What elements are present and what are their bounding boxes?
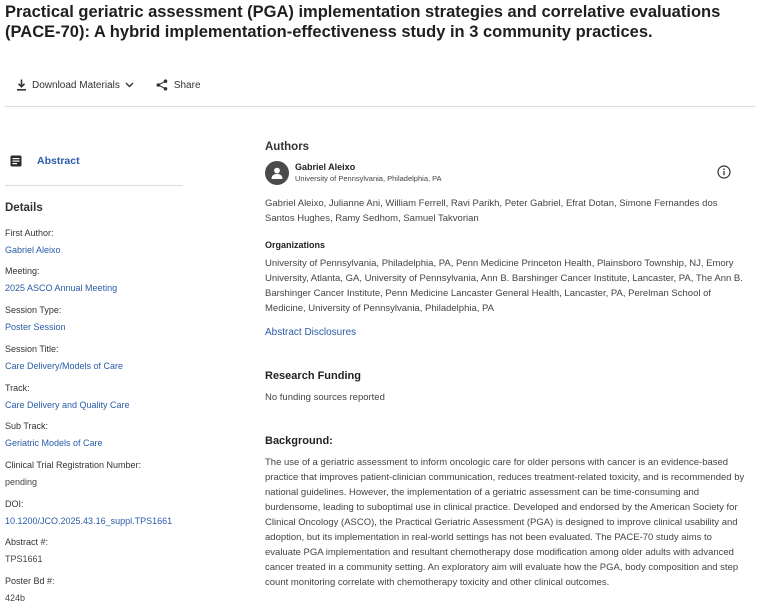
track-link[interactable]: Care Delivery and Quality Care	[5, 400, 130, 410]
page-title: Practical geriatric assessment (PGA) implementation strategies and correlative evaluations (PACE-70): A hybrid implementation-effectiveness study in 3 community practices.	[5, 3, 721, 41]
detail-sub-track	[5, 420, 103, 449]
toolbar	[5, 76, 201, 94]
download-materials-button[interactable]	[16, 79, 134, 91]
detail-track	[5, 382, 130, 411]
detail-meeting	[5, 265, 117, 294]
detail-trial-registration	[5, 459, 141, 488]
trial-registration-value: pending	[5, 477, 38, 487]
info-icon[interactable]	[717, 165, 731, 179]
detail-label: Poster Bd #:	[5, 576, 55, 586]
document-icon	[10, 155, 22, 167]
detail-label: DOI:	[5, 499, 24, 509]
background-heading: Background:	[265, 435, 333, 447]
presenter-card	[265, 160, 745, 188]
share-label: Share	[173, 79, 201, 91]
sidebar-item-label: Abstract	[37, 155, 80, 167]
details-heading: Details	[5, 202, 43, 214]
user-icon	[270, 166, 284, 180]
doi-link[interactable]: 10.1200/JCO.2025.43.16_suppl.TPS1661	[5, 516, 173, 526]
presenter-affiliation: University of Pennsylvania, Philadelphia, PA	[295, 174, 442, 183]
avatar	[265, 161, 289, 185]
background-text: The use of a geriatric assessment to inform oncologic care for older persons with cancer is an evidence-based practice that improves patient-clinician communication, reduces treatment-related toxicity, and is recommended by national guidelines. However, the implementation of a geriatric assessment can be time-consuming and burdensome, leading to suboptimal use in clinical practice. Developed and endorsed by the American Society for Clinical Oncology (ASCO), the Practical Geriatric Assessment (PGA) is designed to improve clinical usability and adoption, but its implementation in real-world settings has not been evaluated. The PACE-70 study aims to evaluate PGA implementation and resultant chemotherapy dose modification among older adults with advanced cancer treated in a community setting. An exploratory aim will evaluate how the PGA, body composition and step count monitoring correlate with chemotherapy toxicity and other clinical outcomes.	[265, 457, 745, 588]
abstract-number-value: TPS1661	[5, 554, 43, 564]
sidebar-item-abstract[interactable]	[10, 155, 80, 167]
detail-abstract-number	[5, 536, 48, 565]
detail-label: First Author:	[5, 228, 54, 238]
detail-session-title	[5, 343, 123, 372]
detail-label: Session Type:	[5, 305, 62, 315]
presenter-name: Gabriel Aleixo	[295, 162, 356, 172]
organizations-heading: Organizations	[265, 240, 326, 250]
detail-first-author	[5, 227, 61, 256]
research-funding-text: No funding sources reported	[265, 392, 385, 403]
meeting-link[interactable]: 2025 ASCO Annual Meeting	[5, 283, 118, 293]
share-icon	[156, 79, 168, 91]
detail-label: Session Title:	[5, 344, 59, 354]
download-icon	[16, 79, 27, 91]
detail-label: Abstract #:	[5, 537, 49, 547]
detail-label: Track:	[5, 383, 30, 393]
poster-board-value: 424b	[5, 593, 26, 603]
detail-doi	[5, 498, 172, 527]
sidebar-divider	[5, 185, 183, 186]
sub-track-link[interactable]: Geriatric Models of Care	[5, 438, 103, 448]
first-author-link[interactable]: Gabriel Aleixo	[5, 245, 61, 255]
chevron-down-icon	[125, 82, 134, 88]
detail-label: Sub Track:	[5, 421, 49, 431]
detail-session-type	[5, 304, 66, 333]
toolbar-divider	[5, 106, 755, 107]
authors-list: Gabriel Aleixo, Julianne Ani, William Ferrell, Ravi Parikh, Peter Gabriel, Efrat Dotan, Simone Fernandes dos Santos Hughes, Ramy Sedhom, Samuel Takvorian	[265, 198, 718, 224]
download-materials-label: Download Materials	[32, 79, 120, 91]
session-type-link[interactable]: Poster Session	[5, 322, 66, 332]
authors-heading: Authors	[265, 141, 310, 153]
organizations-text: University of Pennsylvania, Philadelphia, PA, Penn Medicine Princeton Health, Plainsboro Township, NJ, Emory University, Atlanta, GA, University of Pennsylvania, Ann B. Barshinger Cancer Institute, Lancaster, PA, The Ann B. Barshinger Cancer Institute, Penn Medicine Lancaster General Health, Lancaster, PA, Perelman School of Medicine, University of Pennsylvania, Philadelphia, PA	[265, 258, 743, 314]
abstract-disclosures-link[interactable]: Abstract Disclosures	[265, 327, 357, 338]
detail-poster-board	[5, 575, 55, 604]
detail-label: Clinical Trial Registration Number:	[5, 460, 142, 470]
research-funding-heading: Research Funding	[265, 370, 361, 382]
share-button[interactable]	[156, 79, 201, 91]
detail-label: Meeting:	[5, 266, 40, 276]
session-title-link[interactable]: Care Delivery/Models of Care	[5, 361, 124, 371]
